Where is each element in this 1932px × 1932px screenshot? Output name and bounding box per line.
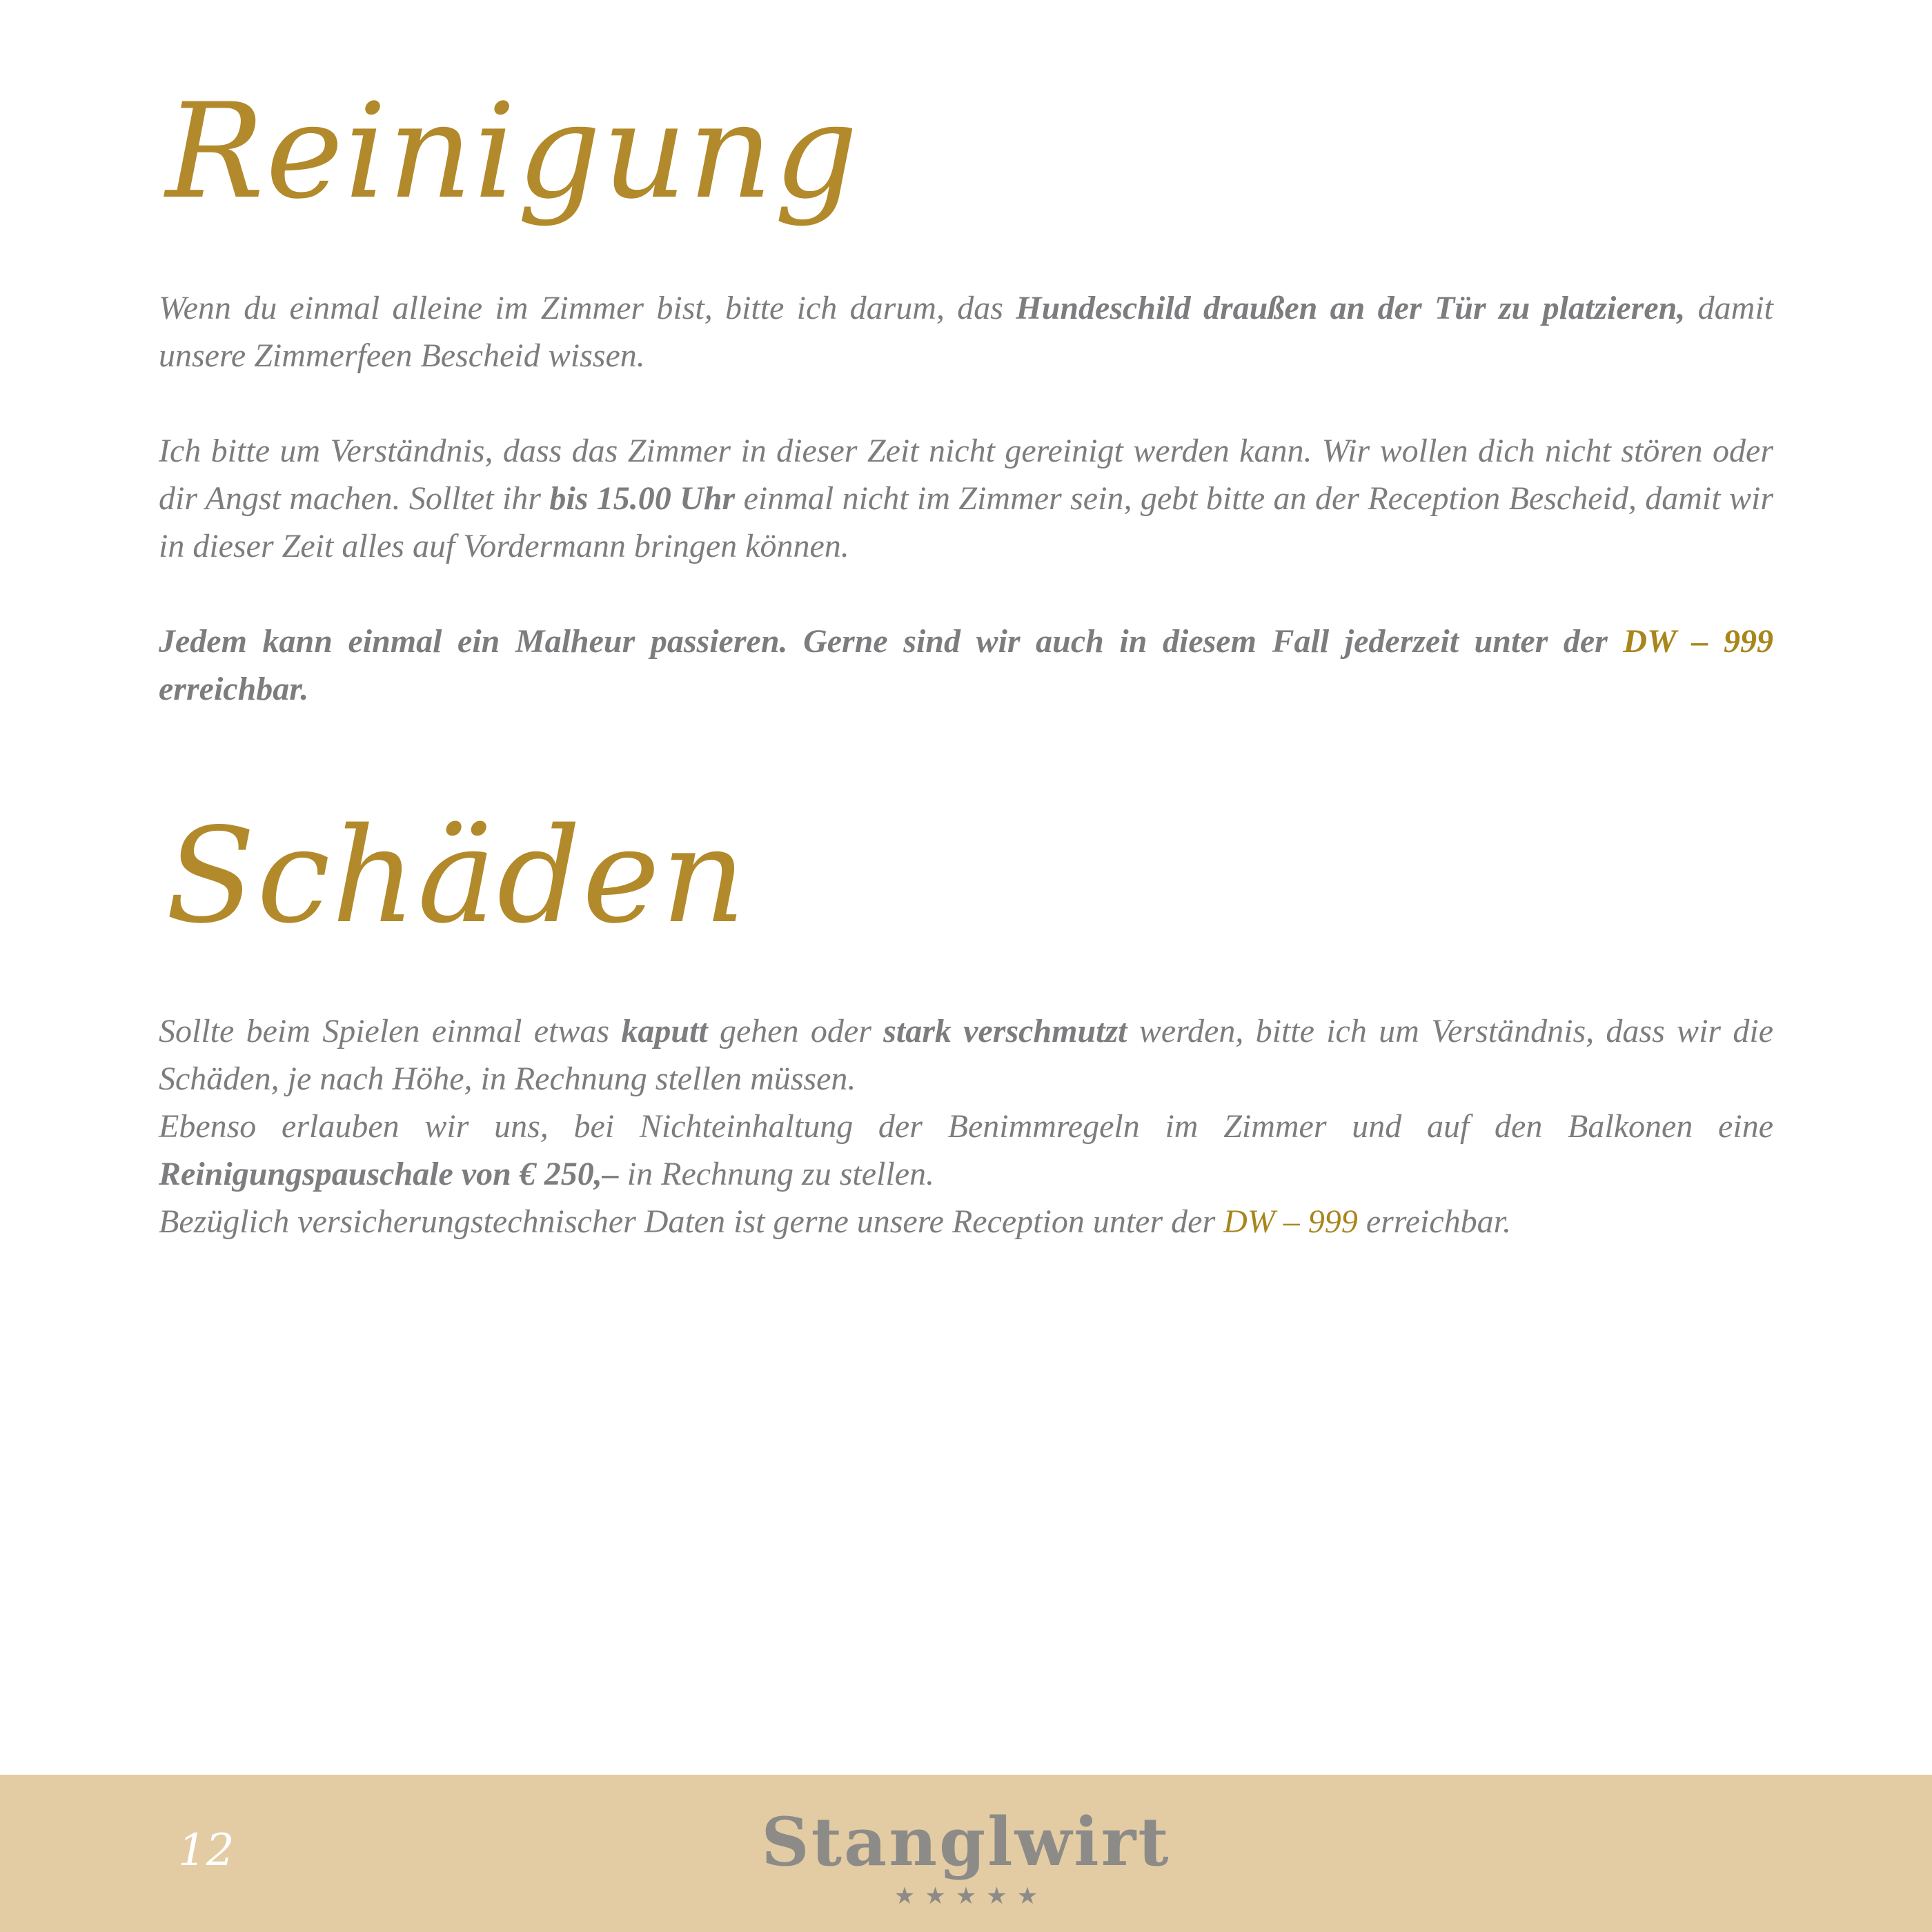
phone-extension: DW – 999 (1223, 1203, 1358, 1240)
text: in Rechnung zu stellen. (618, 1156, 935, 1192)
text: gehen oder (707, 1013, 884, 1049)
section-cleaning (159, 284, 1773, 713)
text: Bezüglich versicherungstechnischer Daten ist gerne unsere Reception unter der (159, 1203, 1224, 1240)
text: erreichbar. (1357, 1203, 1511, 1240)
page-number: 12 (178, 1825, 235, 1876)
paragraph-insurance (159, 1198, 1773, 1245)
emphasis-broken: kaputt (621, 1013, 708, 1049)
text: Sollte beim Spielen einmal etwas (159, 1013, 622, 1049)
text: Ebenso erlauben wir uns, bei Nichteinhaltung der Benimmregeln im Zimmer und auf den Balkonen eine (159, 1108, 1773, 1145)
paragraph-cleaning-time (159, 427, 1773, 570)
heading-cleaning: Reinigung (166, 75, 860, 228)
paragraph-dog-sign (159, 284, 1773, 379)
emphasis-time: bis 15.00 Uhr (549, 480, 736, 517)
text-bold: erreichbar. (159, 671, 309, 707)
emphasis-dog-sign: Hundeschild draußen an der Tür zu platzieren, (1016, 290, 1686, 326)
paragraph-cleaning-fee (159, 1103, 1773, 1198)
text: damit unsere Zimmerfeen Bescheid wissen. (159, 290, 1774, 374)
emphasis-dirty: stark verschmutzt (883, 1013, 1127, 1049)
logo-wordmark: Stanglwirt (761, 1803, 1171, 1881)
emphasis-fee: Reinigungspauschale von € 250,– (159, 1156, 619, 1192)
text: Ich bitte um Verständnis, dass das Zimmer in dieser Zeit nicht gereinigt werden kann. Wir wollen dich nicht stören oder dir Angst machen. Solltet ihr (159, 433, 1773, 517)
phone-extension: DW – 999 (1623, 623, 1773, 660)
text: werden, bitte ich um Verständnis, dass wir die Schäden, je nach Höhe, in Rechnung stellen müssen. (159, 1013, 1774, 1097)
paragraph-mishap (159, 618, 1773, 713)
text: einmal nicht im Zimmer sein, gebt bitte an der Reception Bescheid, damit wir in dieser Zeit alles auf Vordermann bringen können. (159, 480, 1774, 564)
section-damages (159, 1007, 1773, 1245)
hotel-logo (759, 1803, 1173, 1910)
text: Wenn du einmal alleine im Zimmer bist, bitte ich darum, das (159, 290, 1016, 326)
star-rating-icon: ★★★★★ (894, 1882, 1048, 1910)
text-bold: Jedem kann einmal ein Malheur passieren. Gerne sind wir auch in diesem Fall jederzeit unter der (159, 623, 1624, 660)
footer-bar (0, 1775, 1932, 1932)
heading-damages: Schäden (166, 800, 747, 952)
paragraph-broken-items (159, 1007, 1773, 1103)
